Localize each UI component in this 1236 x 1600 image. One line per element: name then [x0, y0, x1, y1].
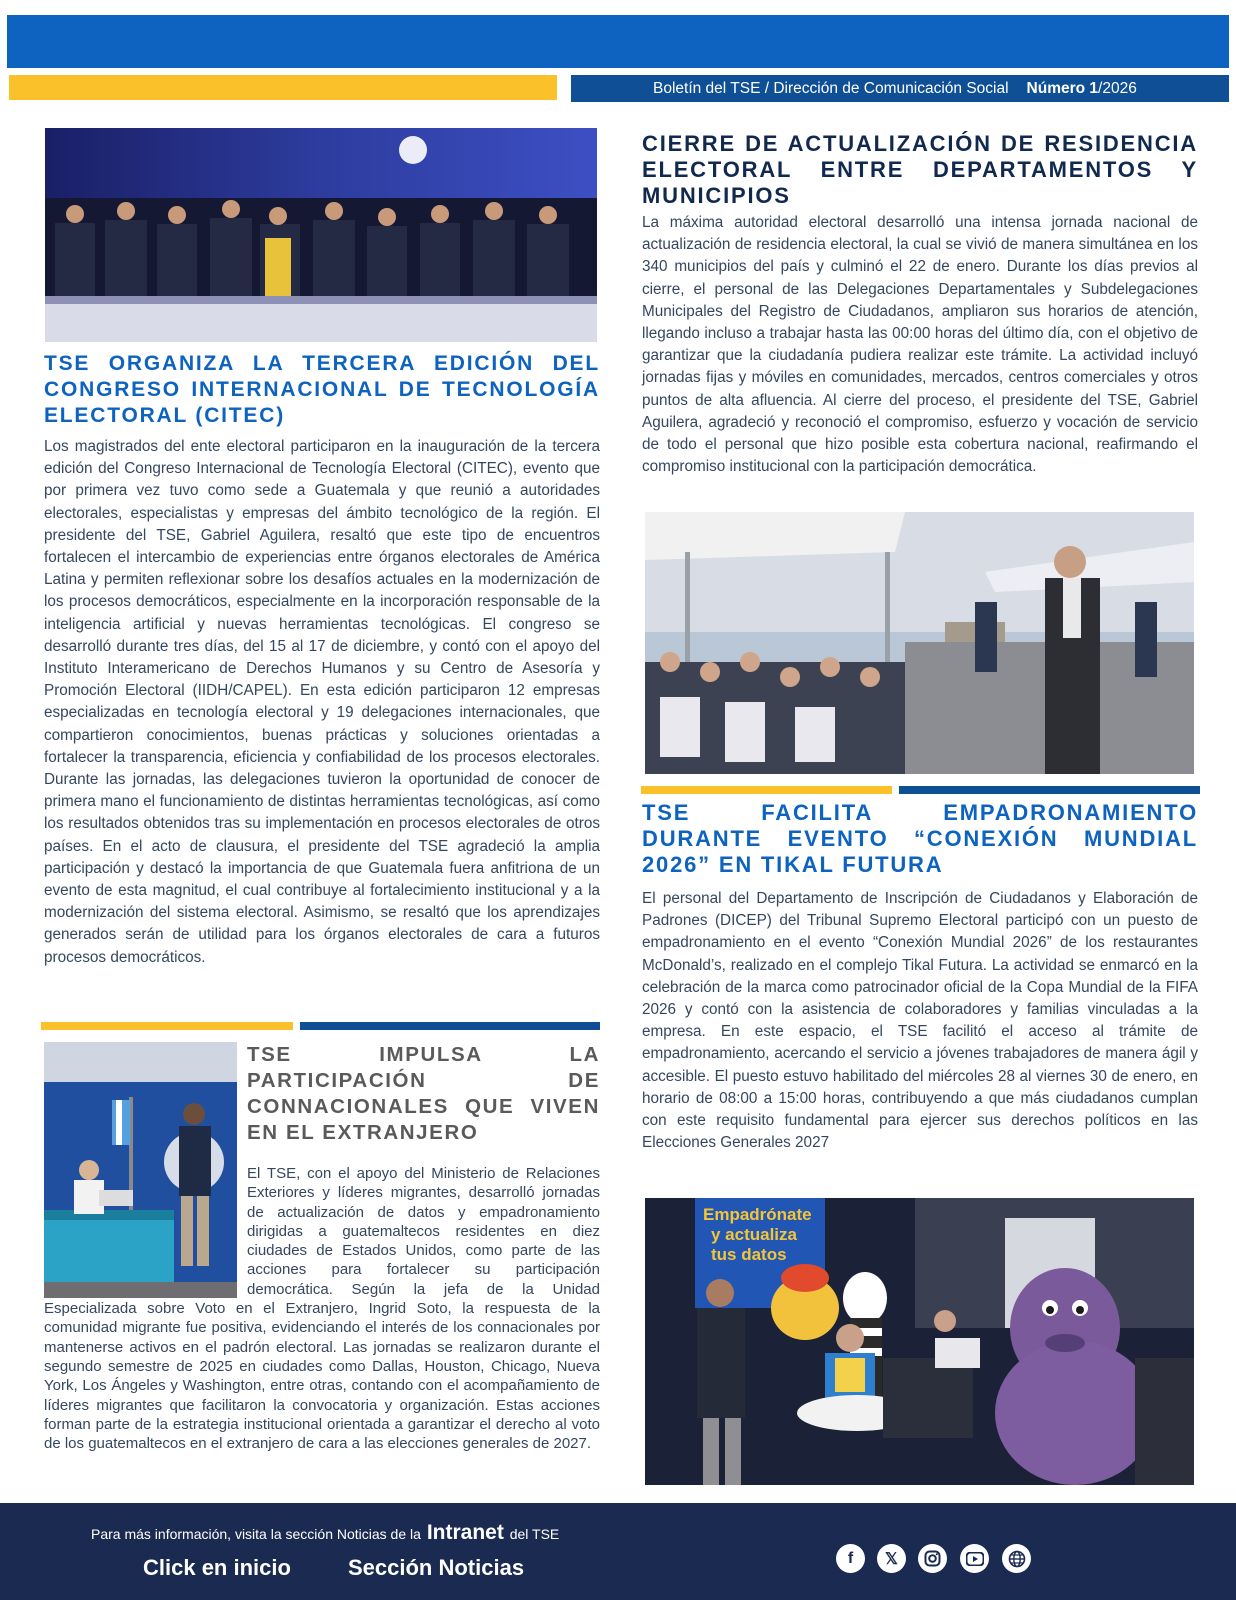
section-divider-blue-right: [899, 786, 1200, 794]
facebook-icon[interactable]: f: [836, 1544, 865, 1573]
residencia-photo: [645, 512, 1194, 774]
footer-info: [91, 1521, 559, 1545]
publication-label: Boletín del TSE / Dirección de Comunicación Social: [653, 79, 1009, 97]
residencia-headline: CIERRE DE ACTUALIZACIÓN DE RESIDENCIA ELECTORAL ENTRE DEPARTAMENTOS Y MUNICIPIOS: [642, 131, 1198, 208]
x-icon[interactable]: 𝕏: [877, 1544, 906, 1573]
footer-info-suffix: del TSE: [509, 1526, 560, 1542]
exterior-article: [44, 1042, 600, 1453]
issue-year: /2026: [1098, 79, 1137, 97]
footer-intranet-link[interactable]: Intranet: [426, 1521, 504, 1544]
footer: [0, 1503, 1236, 1600]
citec-body: Los magistrados del ente electoral participaron en la inauguración de la tercera edición del Congreso Internacional de Tecnología Electoral (CITEC), evento que por primera vez tuvo como sede a Guatemala y que reunió a autoridades electorales, especialistas y empresas del ámbito tecnológico de la región. El presidente del TSE, Gabriel Aguilera, resaltó que este tipo de encuentros fortalecen el intercambio de experiencias entre órganos electorales de América Latina y permiten reflexionar sobre los desafíos actuales en la modernización de los procesos democráticos, especialmente en la incorporación responsable de la inteligencia artificial y nuevas herramientas tecnológicas. El congreso se desarrolló durante tres días, del 15 al 17 de diciembre, y contó con el apoyo del Instituto Interamericano de Derechos Humanos y su Centro de Asesoría y Promoción Electoral (IIDH/CAPEL). En esta edición participaron 12 empresas especializadas en tecnología electoral y 19 delegaciones internacionales, que compartieron conocimientos, buenas prácticas y soluciones orientadas a fortalecer la transparencia, eficiencia y confiabilidad de los procesos electorales. Durante las jornadas, las delegaciones tuvieron la oportunidad de conocer de primera mano el funcionamiento de distintas herramientas tecnológicas, así como los resultados obtenidos tras su implementación en procesos electorales de otros países. En el acto de clausura, el presidente del TSE agradeció la amplia participación y destacó la importancia de que Guatemala fuera anfitriona de un evento de esta magnitud, el cual contribuye al fortalecimiento institucional y a la modernización del sistema electoral. Asimismo, se resaltó que los aprendizajes generados serán de utilidad para los órganos electorales de cara a futuros procesos democráticos.: [44, 438, 600, 966]
tikal-photo: [645, 1198, 1194, 1485]
tikal-headline: TSE FACILITA EMPADRONAMIENTO DURANTE EVENTO “CONEXIÓN MUNDIAL 2026” EN TIKAL FUTURA: [642, 800, 1198, 877]
residencia-body: La máxima autoridad electoral desarrolló una intensa jornada nacional de actualización de residencia electoral, la cual se vivió de manera simultánea en los 340 municipios del país y culminó el 22 de enero. Durante los días previos al cierre, el personal de las Delegaciones Departamentales y Subdelegaciones Municipales del Registro de Ciudadanos, ampliaron sus horarios de atención, llegando incluso a trabajar hasta las 00:00 horas del último día, con el objetivo de garantizar que la ciudadanía pudiera realizar este trámite. La actividad incluyó jornadas fijas y móviles en comunidades, mercados, centros comerciales y otros puntos de alta afluencia. Al cierre del proceso, el presidente del TSE, Gabriel Aguilera, agradeció y reconoció el compromiso, esfuerzo y vocación de servicio de todo el personal que hizo posible esta cobertura nacional, reafirmando el compromiso institucional con la participación democrática.: [642, 214, 1198, 476]
web-icon[interactable]: [1002, 1544, 1031, 1573]
issue-number: Número 1: [1026, 79, 1099, 97]
section-divider-blue: [300, 1022, 600, 1030]
banner-text-line2: y actualiza: [711, 1225, 797, 1244]
header-accent-strip: [9, 75, 557, 100]
instagram-icon[interactable]: [918, 1544, 947, 1573]
citec-photo: [45, 128, 597, 342]
top-banner: [7, 15, 1229, 68]
banner-text-line1: Empadrónate: [703, 1205, 812, 1224]
exterior-headline: TSE IMPULSA LA PARTICIPACIÓN DE CONNACIONALES QUE VIVEN EN EL EXTRANJERO: [247, 1043, 600, 1144]
banner-text-line3: tus datos: [711, 1245, 787, 1264]
footer-info-prefix: Para más información, visita la sección Noticias de la: [91, 1526, 421, 1542]
section-divider-yellow: [41, 1022, 293, 1030]
seccion-noticias-link[interactable]: Sección Noticias: [348, 1555, 525, 1580]
tikal-body: El personal del Departamento de Inscripción de Ciudadanos y Elaboración de Padrones (DICEP) del Tribunal Supremo Electoral participó con un puesto de empadronamiento en el evento “Conexión Mundial 2026” de los restaurantes McDonald’s, realizado en el complejo Tikal Futura. La actividad se enmarcó en la celebración de la marca como patrocinador oficial de la Copa Mundial de la FIFA 2026 y contó con la asistencia de colaboradores y familias vinculadas a la empresa. En este espacio, el TSE facilitó el acceso al trámite de empadronamiento, acercando el servicio a jóvenes trabajadores de manera ágil y accesible. El puesto estuvo habilitado del miércoles 28 al viernes 30 de enero, en horario de 08:00 a 15:00 horas, contribuyendo a que más ciudadanos cumplan con este requisito fundamental para ejercer sus derechos políticos en las Elecciones Generales 2027: [642, 890, 1198, 1152]
exterior-body: El TSE, con el apoyo del Ministerio de Relaciones Exteriores y líderes migrantes, desarrolló jornadas de actualización de datos y empadronamiento dirigidas a guatemaltecos residentes en diez ciudades de Estados Unidos, como parte de las acciones para fortalecer su participación democrática. Según la jefa de la Unidad Especializada sobre Voto en el Extranjero, Ingrid Soto, la respuesta de la comunidad migrante fue positiva, evidenciando el interés de los connacionales por mantenerse activos en el padrón electoral. Las jornadas se realizaron durante el segundo semestre de 2025 en ciudades como Dallas, Houston, Chicago, Nueva York, Los Ángeles y Washington, entre otras, contando con el acompañamiento de líderes migrantes que facilitaron la convocatoria y organización. Estas acciones forman parte de la estrategia institucional orientada a garantizar el derecho al voto de los guatemaltecos en el extranjero de cara a las elecciones generales de 2027.: [44, 1165, 600, 1453]
citec-headline: TSE ORGANIZA LA TERCERA EDICIÓN DEL CONGRESO INTERNACIONAL DE TECNOLOGÍA ELECTORAL (CITEC): [44, 352, 600, 427]
youtube-icon[interactable]: [960, 1544, 989, 1573]
section-divider-yellow-right: [641, 786, 892, 794]
click-inicio-link[interactable]: Click en inicio: [143, 1555, 291, 1580]
issue-bar: [571, 75, 1229, 102]
consulate-photo: [44, 1042, 237, 1298]
